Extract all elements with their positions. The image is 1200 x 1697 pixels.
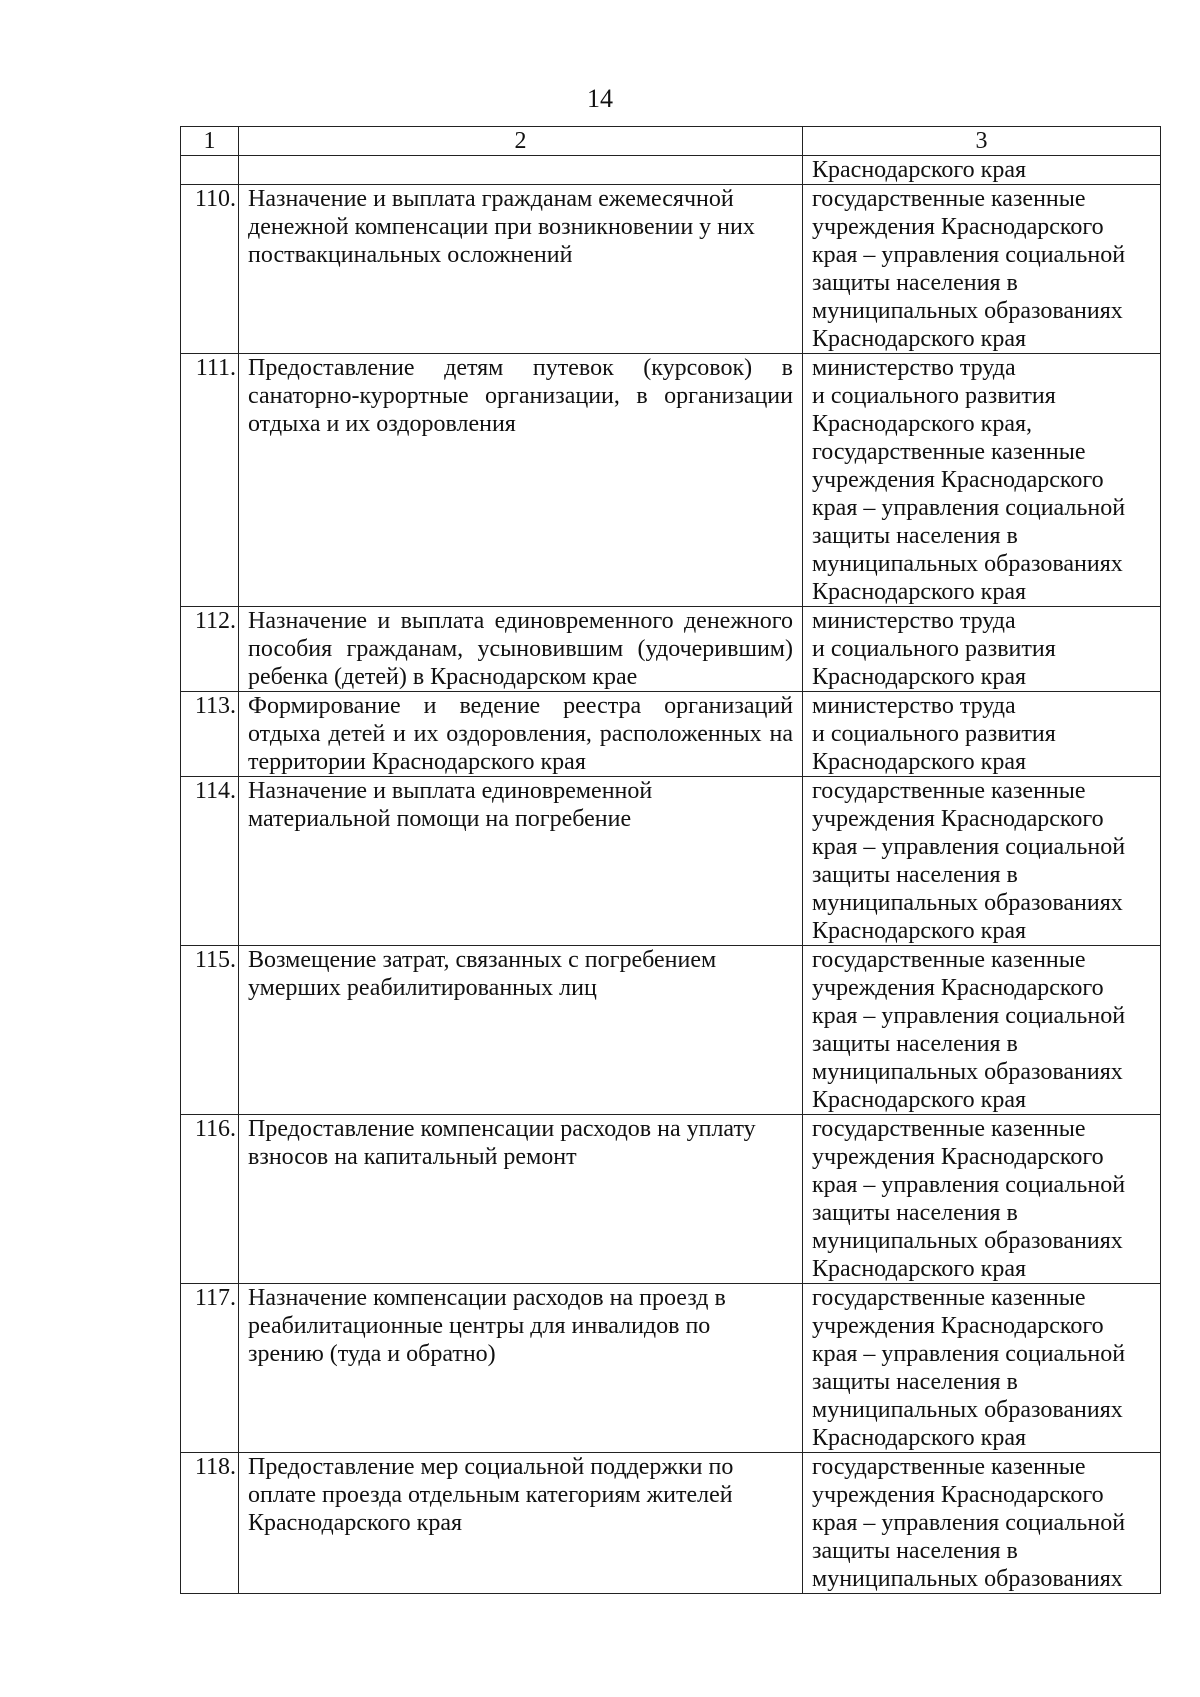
continuation-num-cell: [181, 156, 239, 185]
continuation-service-cell: [239, 156, 803, 185]
row-number: 110.: [181, 185, 239, 354]
continuation-authority-cell: Краснодарского края: [803, 156, 1161, 185]
row-service: Возмещение затрат, связанных с погребением умерших реабилитированных лиц: [239, 946, 803, 1115]
services-table: [180, 126, 1161, 1594]
header-col-2: 2: [239, 127, 803, 156]
row-authority: государственные казенные учреждения Краснодарского края – управления социальной защиты населения в муниципальных образованиях Краснодарского края: [803, 777, 1161, 946]
table-row: [181, 1453, 1161, 1594]
row-service: Назначение компенсации расходов на проезд в реабилитационные центры для инвалидов по зрению (туда и обратно): [239, 1284, 803, 1453]
row-authority: государственные казенные учреждения Краснодарского края – управления социальной защиты населения в муниципальных образованиях Краснодарского края: [803, 185, 1161, 354]
row-number: 113.: [181, 692, 239, 777]
table-row: [181, 185, 1161, 354]
header-col-3: 3: [803, 127, 1161, 156]
row-number: 111.: [181, 354, 239, 607]
table-row: [181, 1115, 1161, 1284]
row-service: Предоставление компенсации расходов на уплату взносов на капитальный ремонт: [239, 1115, 803, 1284]
row-authority: государственные казенные учреждения Краснодарского края – управления социальной защиты населения в муниципальных образованиях Краснодарского края: [803, 1284, 1161, 1453]
table-row: [181, 1284, 1161, 1453]
table-row: [181, 946, 1161, 1115]
row-service: Формирование и ведение реестра организаций отдыха детей и их оздоровления, расположенных на территории Краснодарского края: [239, 692, 803, 777]
row-authority: государственные казенные учреждения Краснодарского края – управления социальной защиты населения в муниципальных образованиях Краснодарского края: [803, 946, 1161, 1115]
table-row: [181, 354, 1161, 607]
row-authority: государственные казенные учреждения Краснодарского края – управления социальной защиты населения в муниципальных образованиях Краснодарского края: [803, 1115, 1161, 1284]
row-authority: министерство труда и социального развития Краснодарского края: [803, 692, 1161, 777]
row-authority: государственные казенные учреждения Краснодарского края – управления социальной защиты населения в муниципальных образованиях: [803, 1453, 1161, 1594]
row-number: 116.: [181, 1115, 239, 1284]
table-header-row: [181, 127, 1161, 156]
table-row: [181, 777, 1161, 946]
row-service: Назначение и выплата единовременной материальной помощи на погребение: [239, 777, 803, 946]
row-service: Предоставление детям путевок (курсовок) в санаторно-курортные организации, в организации отдыха и их оздоровления: [239, 354, 803, 607]
row-number: 118.: [181, 1453, 239, 1594]
row-service: Предоставление мер социальной поддержки по оплате проезда отдельным категориям жителей Краснодарского края: [239, 1453, 803, 1594]
row-authority: министерство труда и социального развития Краснодарского края: [803, 607, 1161, 692]
row-authority: министерство труда и социального развития Краснодарского края, государственные казенные учреждения Краснодарского края – управления социальной защиты населения в муниципальных образованиях Краснодарского края: [803, 354, 1161, 607]
row-number: 114.: [181, 777, 239, 946]
row-number: 112.: [181, 607, 239, 692]
row-service: Назначение и выплата единовременного денежного пособия гражданам, усыновившим (удочерившим) ребенка (детей) в Краснодарском крае: [239, 607, 803, 692]
continuation-row: [181, 156, 1161, 185]
row-service: Назначение и выплата гражданам ежемесячной денежной компенсации при возникновении у них поствакцинальных осложнений: [239, 185, 803, 354]
table-row: [181, 692, 1161, 777]
header-col-1: 1: [181, 127, 239, 156]
row-number: 115.: [181, 946, 239, 1115]
table-row: [181, 607, 1161, 692]
row-number: 117.: [181, 1284, 239, 1453]
page-number: 14: [587, 84, 613, 113]
